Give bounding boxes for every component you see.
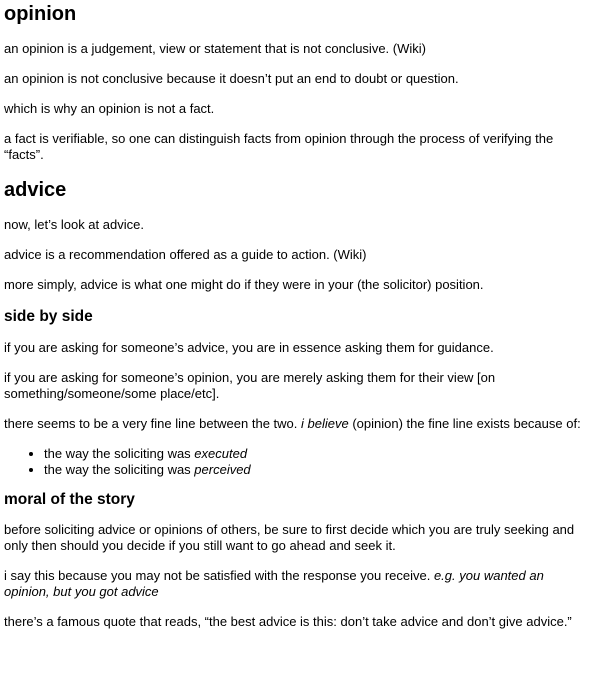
paragraph: there’s a famous quote that reads, “the best advice is this: don’t take advice and don’t give advice.” (4, 614, 572, 629)
section-heading-opinion: opinion (4, 3, 77, 25)
article (0, 2, 589, 630)
paragraph: more simply, advice is what one might do if they were in your (the solicitor) position. (4, 277, 484, 292)
emphasis-text: executed (194, 446, 248, 461)
paragraph: a fact is verifiable, so one can distinguish facts from opinion through the process of verifying the “facts”. (4, 131, 554, 162)
paragraph-text: there seems to be a very fine line between the two. (4, 416, 302, 431)
paragraph: which is why an opinion is not a fact. (4, 101, 215, 116)
paragraph (4, 568, 585, 600)
paragraph-text: i say this because you may not be satisfied with the response you receive. (4, 568, 434, 583)
paragraph: now, let’s look at advice. (4, 217, 144, 232)
list-item-text: the way the soliciting was (44, 446, 195, 461)
list-item (44, 446, 585, 462)
paragraph: an opinion is not conclusive because it doesn’t put an end to doubt or question. (4, 71, 459, 86)
list-item (44, 462, 585, 478)
emphasis-text: e.g. you wanted an opinion, but you got advice (4, 568, 544, 599)
emphasis-text: i believe (301, 416, 349, 431)
paragraph: an opinion is a judgement, view or statement that is not conclusive. (Wiki) (4, 41, 426, 56)
paragraph: if you are asking for someone’s opinion, you are merely asking them for their view [on something/someone/some place/etc]. (4, 370, 496, 401)
section-heading-side-by-side: side by side (4, 308, 93, 325)
paragraph: if you are asking for someone’s advice, you are in essence asking them for guidance. (4, 340, 494, 355)
paragraph: before soliciting advice or opinions of others, be sure to first decide which you are truly seeking and only then should you decide if you still want to go ahead and seek it. (4, 522, 575, 553)
paragraph: advice is a recommendation offered as a guide to action. (Wiki) (4, 247, 367, 262)
emphasis-text: perceived (194, 462, 251, 477)
section-heading-advice: advice (4, 179, 67, 201)
paragraph (4, 416, 585, 432)
bullet-list (4, 446, 585, 478)
paragraph-text: (opinion) the fine line exists because of: (348, 416, 581, 431)
list-item-text: the way the soliciting was (44, 462, 195, 477)
section-heading-moral: moral of the story (4, 491, 135, 508)
